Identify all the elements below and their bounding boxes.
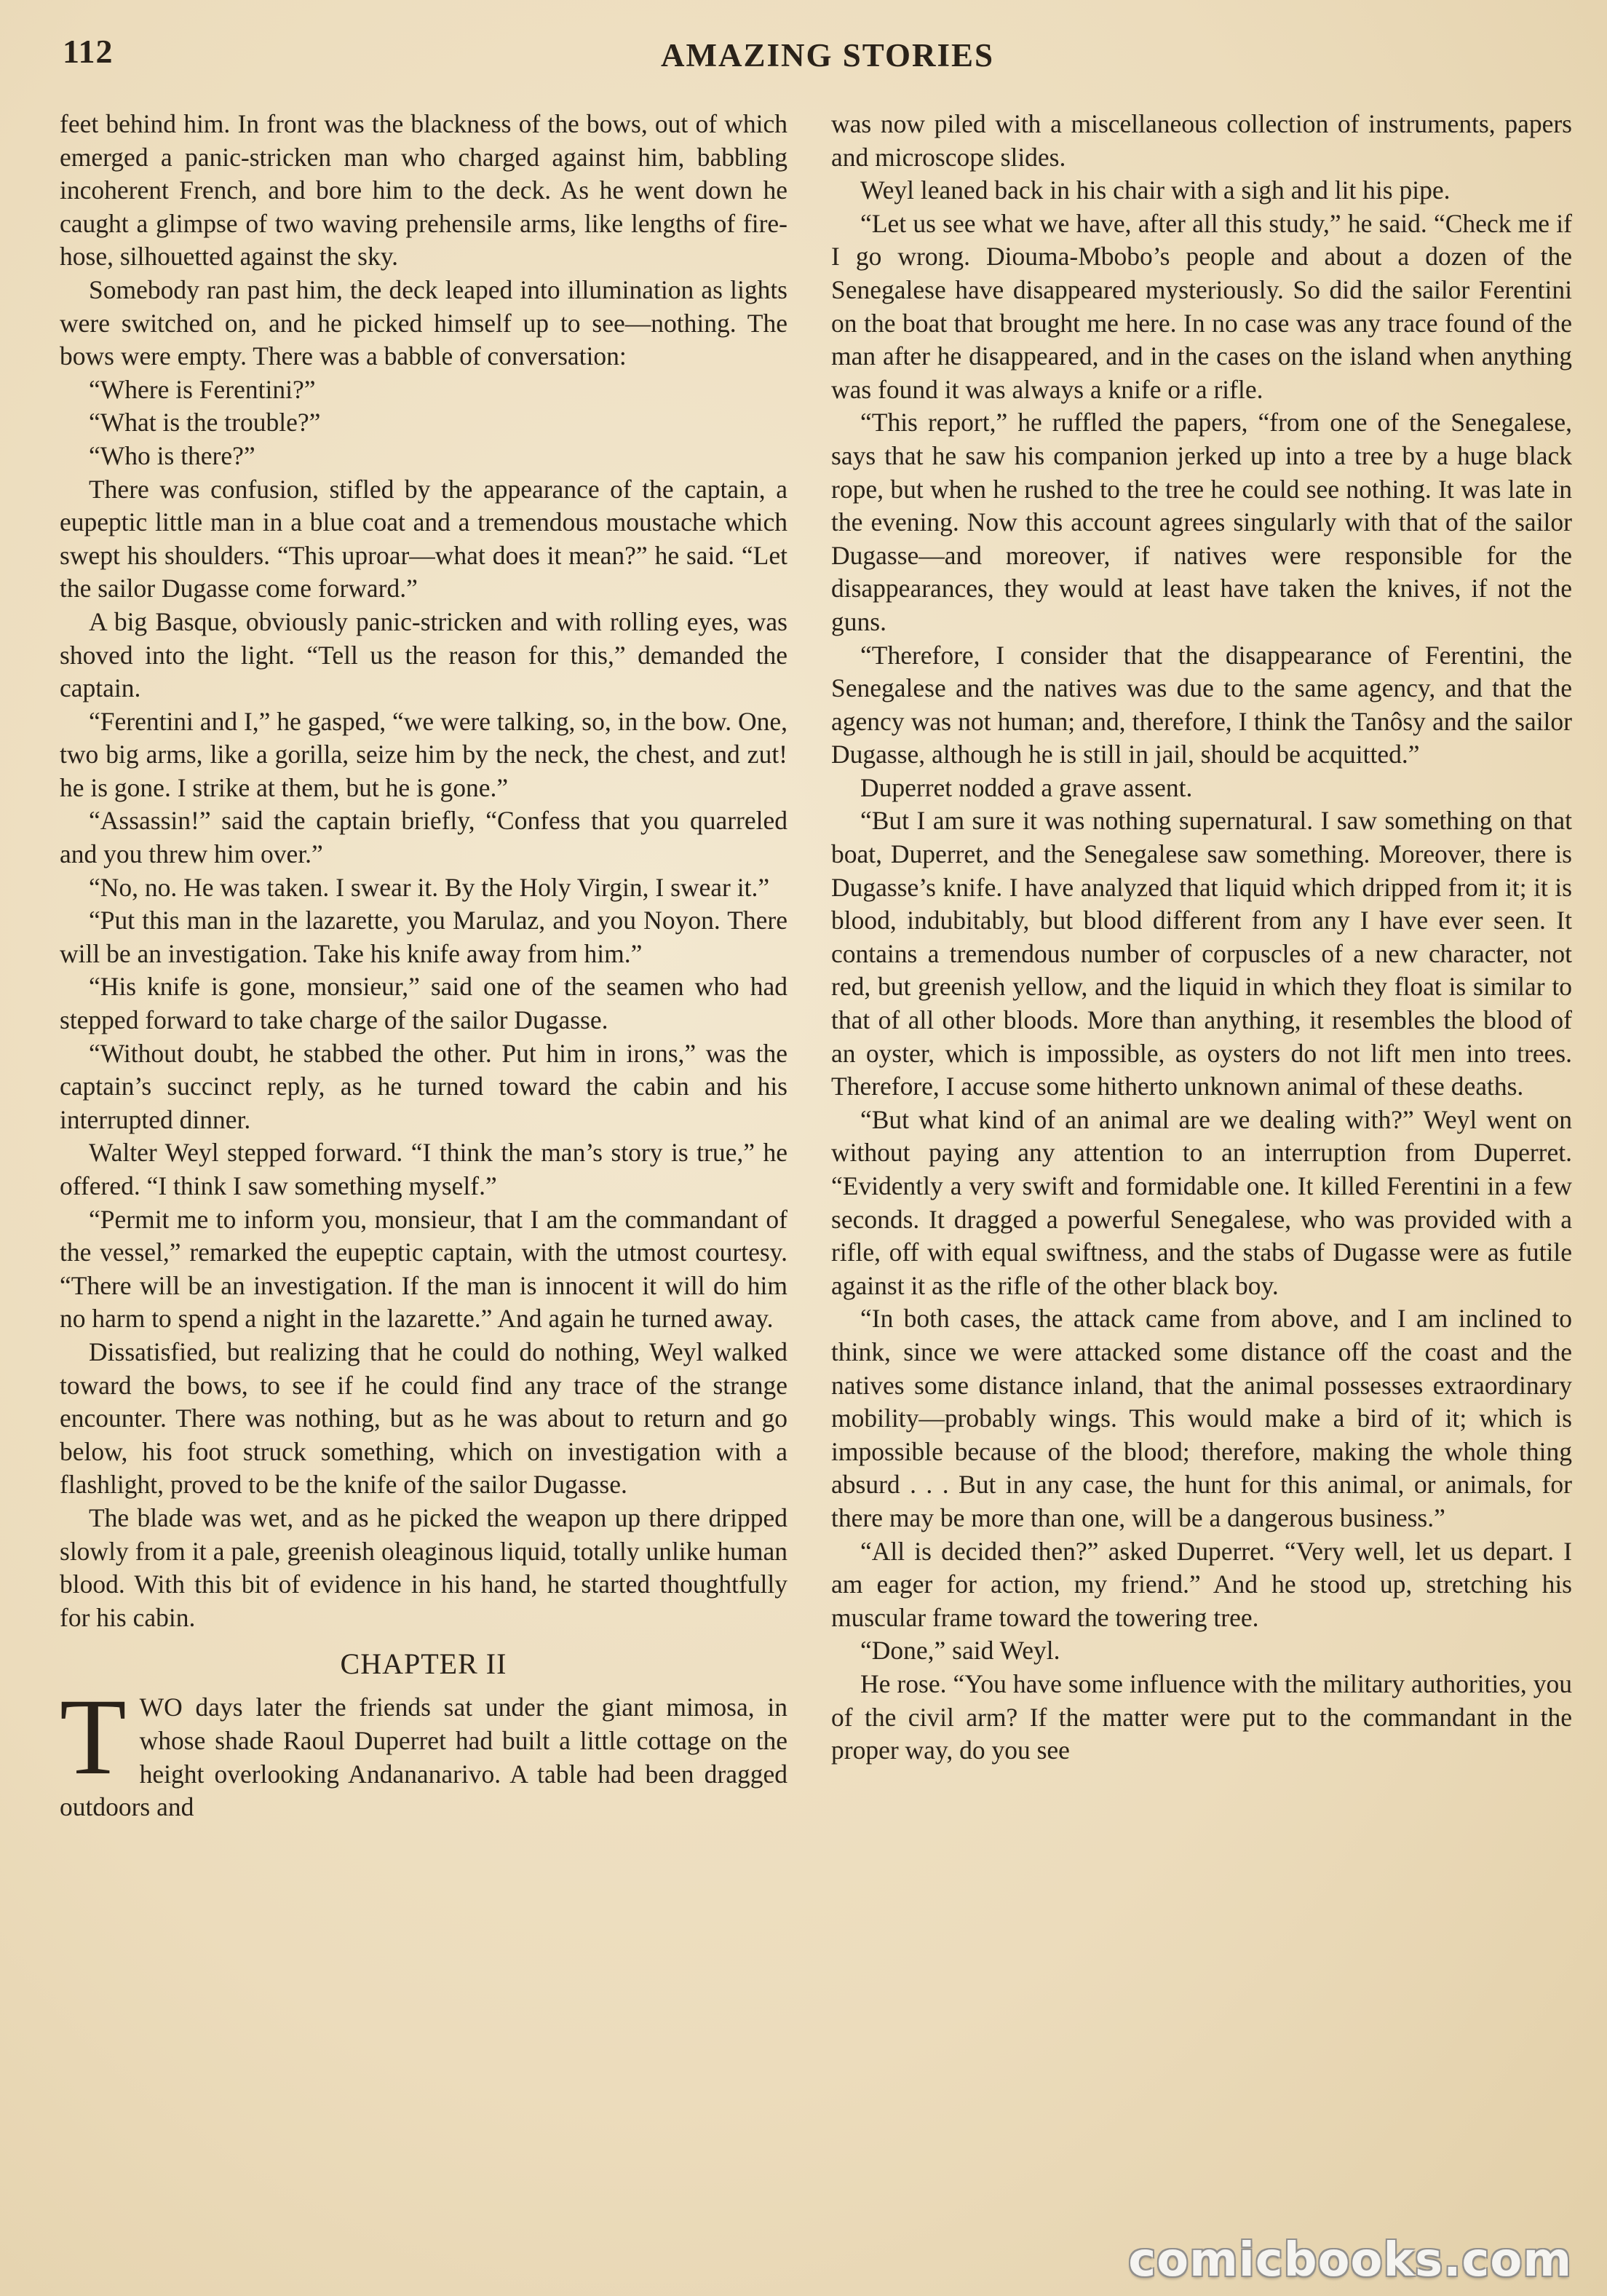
right-column <box>831 108 1572 1767</box>
paragraph: was now piled with a miscellaneous collection of instruments, papers and microscope slides. <box>831 109 1572 172</box>
paragraph: “Permit me to inform you, monsieur, that I am the commandant of the vessel,” remarked the eupeptic captain, with the utmost courtesy. “There will be an investigation. If the man is innocent it will do him no harm to spend a night in the lazarette.” And again he turned away. <box>60 1204 787 1334</box>
paragraph: “What is the trouble?” <box>89 408 321 438</box>
paragraph: “All is decided then?” asked Duperret. “Very well, let us depart. I am eager for action, my friend.” And he stood up, stretching his muscular frame toward the towering tree. <box>831 1536 1572 1632</box>
page-number: 112 <box>63 33 114 70</box>
paragraph: “Let us see what we have, after all this study,” he said. “Check me if I go wrong. Diouma-Mbobo’s people and about a dozen of the Senegalese have disappeared mysteriously. So did the sailor Ferentini on the boat that brought me here. In no case was any trace found of the man after he disappeared, and in the cases on the island when anything was found it was always a knife or a rifle. <box>831 208 1572 404</box>
paragraph: Walter Weyl stepped forward. “I think the man’s story is true,” he offered. “I think I saw something myself.” <box>60 1138 787 1200</box>
paragraph: “Therefore, I consider that the disappearance of Ferentini, the Senegalese and the natives was due to the same agency, and that the agency was not human; and, therefore, I think the Tanôsy and the sailor Dugasse, although he is still in jail, should be acquitted.” <box>831 640 1572 769</box>
magazine-title: AMAZING STORIES <box>660 37 995 74</box>
paragraph: “His knife is gone, monsieur,” said one of the seamen who had stepped forward to take charge of the sailor Dugasse. <box>60 972 787 1035</box>
drop-cap: T <box>60 1677 127 1798</box>
paragraph: “No, no. He was taken. I swear it. By the Holy Virgin, I swear it.” <box>89 872 770 902</box>
paragraph: He rose. “You have some influence with the military authorities, you of the civil arm? If the matter were put to the commandant in the proper way, do you see <box>831 1668 1572 1765</box>
page-header <box>63 32 1563 83</box>
paragraph: “Put this man in the lazarette, you Marulaz, and you Noyon. There will be an investigation. Take his knife away from him.” <box>60 906 787 968</box>
paragraph: “But I am sure it was nothing supernatural. I saw something on that boat, Duperret, and the Senegalese saw something. Moreover, there is Dugasse’s knife. I have analyzed that liquid which dripped from it; it is blood, indubitably, but blood different from any I have ever seen. It contains a tremendous number of corpuscles of a new character, not red, but greenish yellow, and the liquid in which they float is similar to that of all other bloods. More than anything, it resembles the blood of an oyster, which is impossible, as oysters do not lift men into trees. Therefore, I accuse some hitherto unknown animal of these deaths. <box>831 806 1572 1101</box>
site-watermark: comicbooks.com <box>1128 2233 1572 2287</box>
paragraph: “Ferentini and I,” he gasped, “we were talking, so, in the bow. One, two big arms, like a gorilla, seize him by the neck, the chest, and zut! he is gone. I strike at them, but he is gone.” <box>60 706 787 802</box>
paragraph: Somebody ran past him, the deck leaped into illumination as lights were switched on, and he picked himself up to see—nothing. The bows were empty. There was a babble of conversation: <box>60 274 787 371</box>
paragraph: “Without doubt, he stabbed the other. Put him in irons,” was the captain’s succinct reply, as he turned toward the cabin and his interrupted dinner. <box>60 1038 787 1134</box>
paragraph: feet behind him. In front was the blackness of the bows, out of which emerged a panic-stricken man who charged against him, babbling incoherent French, and bore him to the deck. As he went down he caught a glimpse of two waving prehensile arms, like lengths of fire-hose, silhouetted against the sky. <box>60 109 787 272</box>
chapter-heading: CHAPTER II <box>340 1647 507 1681</box>
paragraph: “This report,” he ruffled the papers, “from one of the Senegalese, says that he saw his companion jerked up into a tree by a huge black rope, but when he rushed to the tree he could see nothing. It was late in the evening. Now this account agrees singularly with that of the sailor Dugasse—and moreover, if natives were responsible for the disappearances, they would at least have taken the knives, if not the guns. <box>831 408 1572 636</box>
paragraph: “But what kind of an animal are we dealing with?” Weyl went on without paying any attention to an interruption from Duperret. “Evidently a very swift and formidable one. It killed Ferentini in a few seconds. It dragged a powerful Senegalese, who was provided with a rifle, off with equal swiftness, and the stabs of Dugasse were as futile against it as the rifle of the other black boy. <box>831 1104 1572 1300</box>
paragraph: “Done,” said Weyl. <box>860 1636 1060 1666</box>
paragraph: A big Basque, obviously panic-stricken and with rolling eyes, was shoved into the light. “Tell us the reason for this,” demanded the captain. <box>60 606 787 703</box>
left-column <box>60 108 787 1824</box>
paragraph: The blade was wet, and as he picked the weapon up there dripped slowly from it a pale, greenish oleaginous liquid, totally unlike human blood. With this bit of evidence in his hand, he started thoughtfully for his cabin. <box>60 1503 787 1632</box>
paragraph: “Assassin!” said the captain briefly, “Confess that you quarreled and you threw him over.” <box>60 806 787 869</box>
paragraph: Duperret nodded a grave assent. <box>860 772 1193 802</box>
chapter-opening-paragraph <box>60 1677 787 1824</box>
paragraph: Weyl leaned back in his chair with a sigh and lit his pipe. <box>860 175 1451 205</box>
paragraph: There was confusion, stifled by the appearance of the captain, a eupeptic little man in a blue coat and a tremendous moustache which swept his shoulders. “This uproar—what does it mean?” he said. “Let the sailor Dugasse come forward.” <box>60 474 787 603</box>
paragraph: “In both cases, the attack came from above, and I am inclined to think, since we were attacked some distance off the coast and the natives some distance inland, that the animal possesses extraordinary mobility—probably wings. This would make a bird of it; which is impossible because of the blood; therefore, making the whole thing absurd . . . But in any case, the hunt for this animal, or animals, for there may be more than one, will be a dangerous business.” <box>831 1304 1572 1532</box>
paragraph: “Where is Ferentini?” <box>89 374 316 404</box>
paragraph: “Who is there?” <box>89 440 255 470</box>
paragraph: Dissatisfied, but realizing that he could do nothing, Weyl walked toward the bows, to see if he could find any trace of the strange encounter. There was nothing, but as he was about to return and go below, his foot struck something, which on investigation with a flashlight, proved to be the knife of the sailor Dugasse. <box>60 1337 787 1500</box>
chapter-opening-text: WO days later the friends sat under the giant mimosa, in whose shade Raoul Duperret had built a little cottage on the height overlooking Andananarivo. A table had been dragged outdoors and <box>60 1693 787 1822</box>
